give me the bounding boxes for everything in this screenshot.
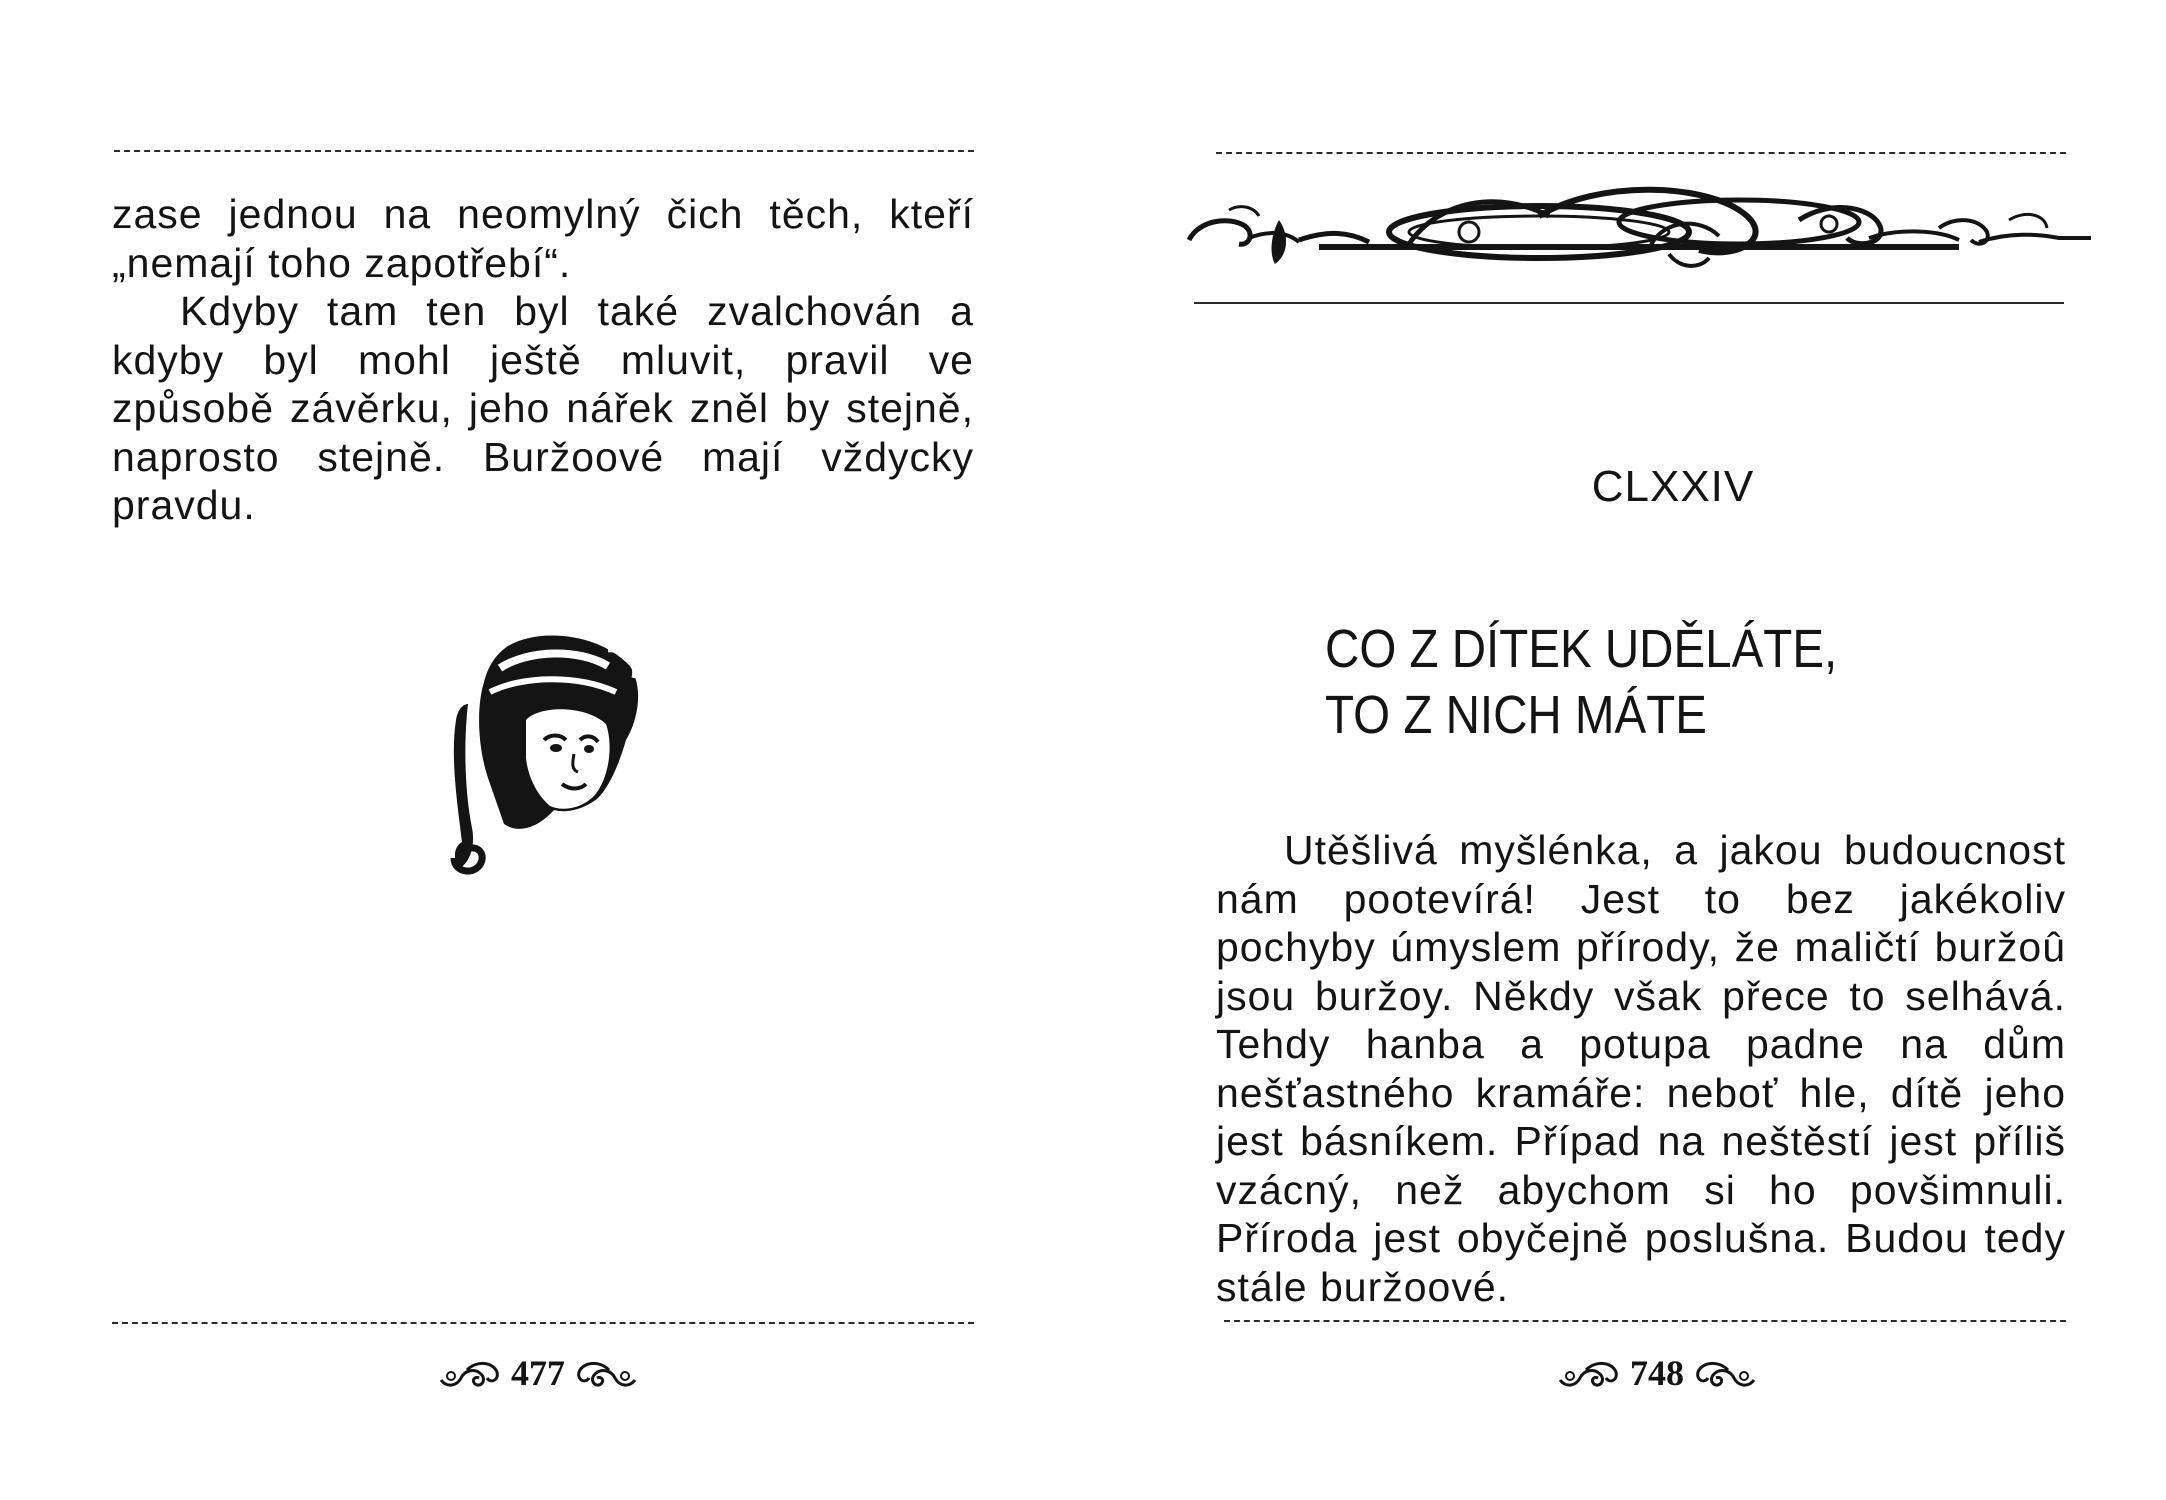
page-footer	[388, 1348, 688, 1398]
top-rule	[1216, 152, 2066, 154]
paragraph-continuation: zase jednou na neomylný čich těch, kteří „nemají toho zapotřebí“.	[112, 191, 974, 286]
chapter-title-line: CO Z DÍTEK UDĚLÁTE,	[1325, 619, 1838, 679]
scroll-flourish-left-icon	[437, 1358, 501, 1388]
bottom-rule	[112, 1322, 974, 1324]
chapter-title	[1325, 616, 1941, 748]
banner-rule	[1194, 302, 2064, 304]
woman-portrait-icon	[448, 628, 648, 883]
scroll-flourish-right-icon	[575, 1358, 639, 1388]
scroll-flourish-left-icon	[1556, 1358, 1620, 1388]
top-rule	[114, 150, 974, 152]
page-number: 748	[1630, 1353, 1684, 1393]
chapter-number: CLXXIV	[1591, 462, 1755, 511]
page-footer	[1507, 1348, 1807, 1398]
floral-scroll-banner-icon	[1179, 180, 2099, 285]
left-text-block	[112, 190, 974, 530]
paragraph: Kdyby tam ten byl také zvalchován a kdyby byl mohl ještě mluvit, pravil ve způsobě závěrku, jeho nářek zněl by stejně, naprosto stejně. Buržoové mají vždycky pravdu.	[112, 288, 974, 528]
right-text-block	[1216, 826, 2066, 1311]
page-number: 477	[511, 1353, 565, 1393]
scroll-flourish-right-icon	[1694, 1358, 1758, 1388]
chapter-title-line: TO Z NICH MÁTE	[1325, 685, 1707, 745]
right-page	[1083, 0, 2166, 1500]
bottom-rule	[1224, 1320, 2066, 1322]
paragraph: Utěšlivá myšlénka, a jakou budoucnost nám pootevírá! Jest to bez jakékoliv pochyby úmyslem přírody, že maličtí buržoû jsou buržoy. Někdy však přece to selhává. Tehdy hanba a potupa padne na dům nešťastného kramáře: neboť hle, dítě jeho jest básníkem. Případ na neštěstí jest příliš vzácný, než abychom si ho povšimnuli. Příroda jest obyčejně poslušna. Budou tedy stále buržoové.	[1216, 827, 2066, 1310]
